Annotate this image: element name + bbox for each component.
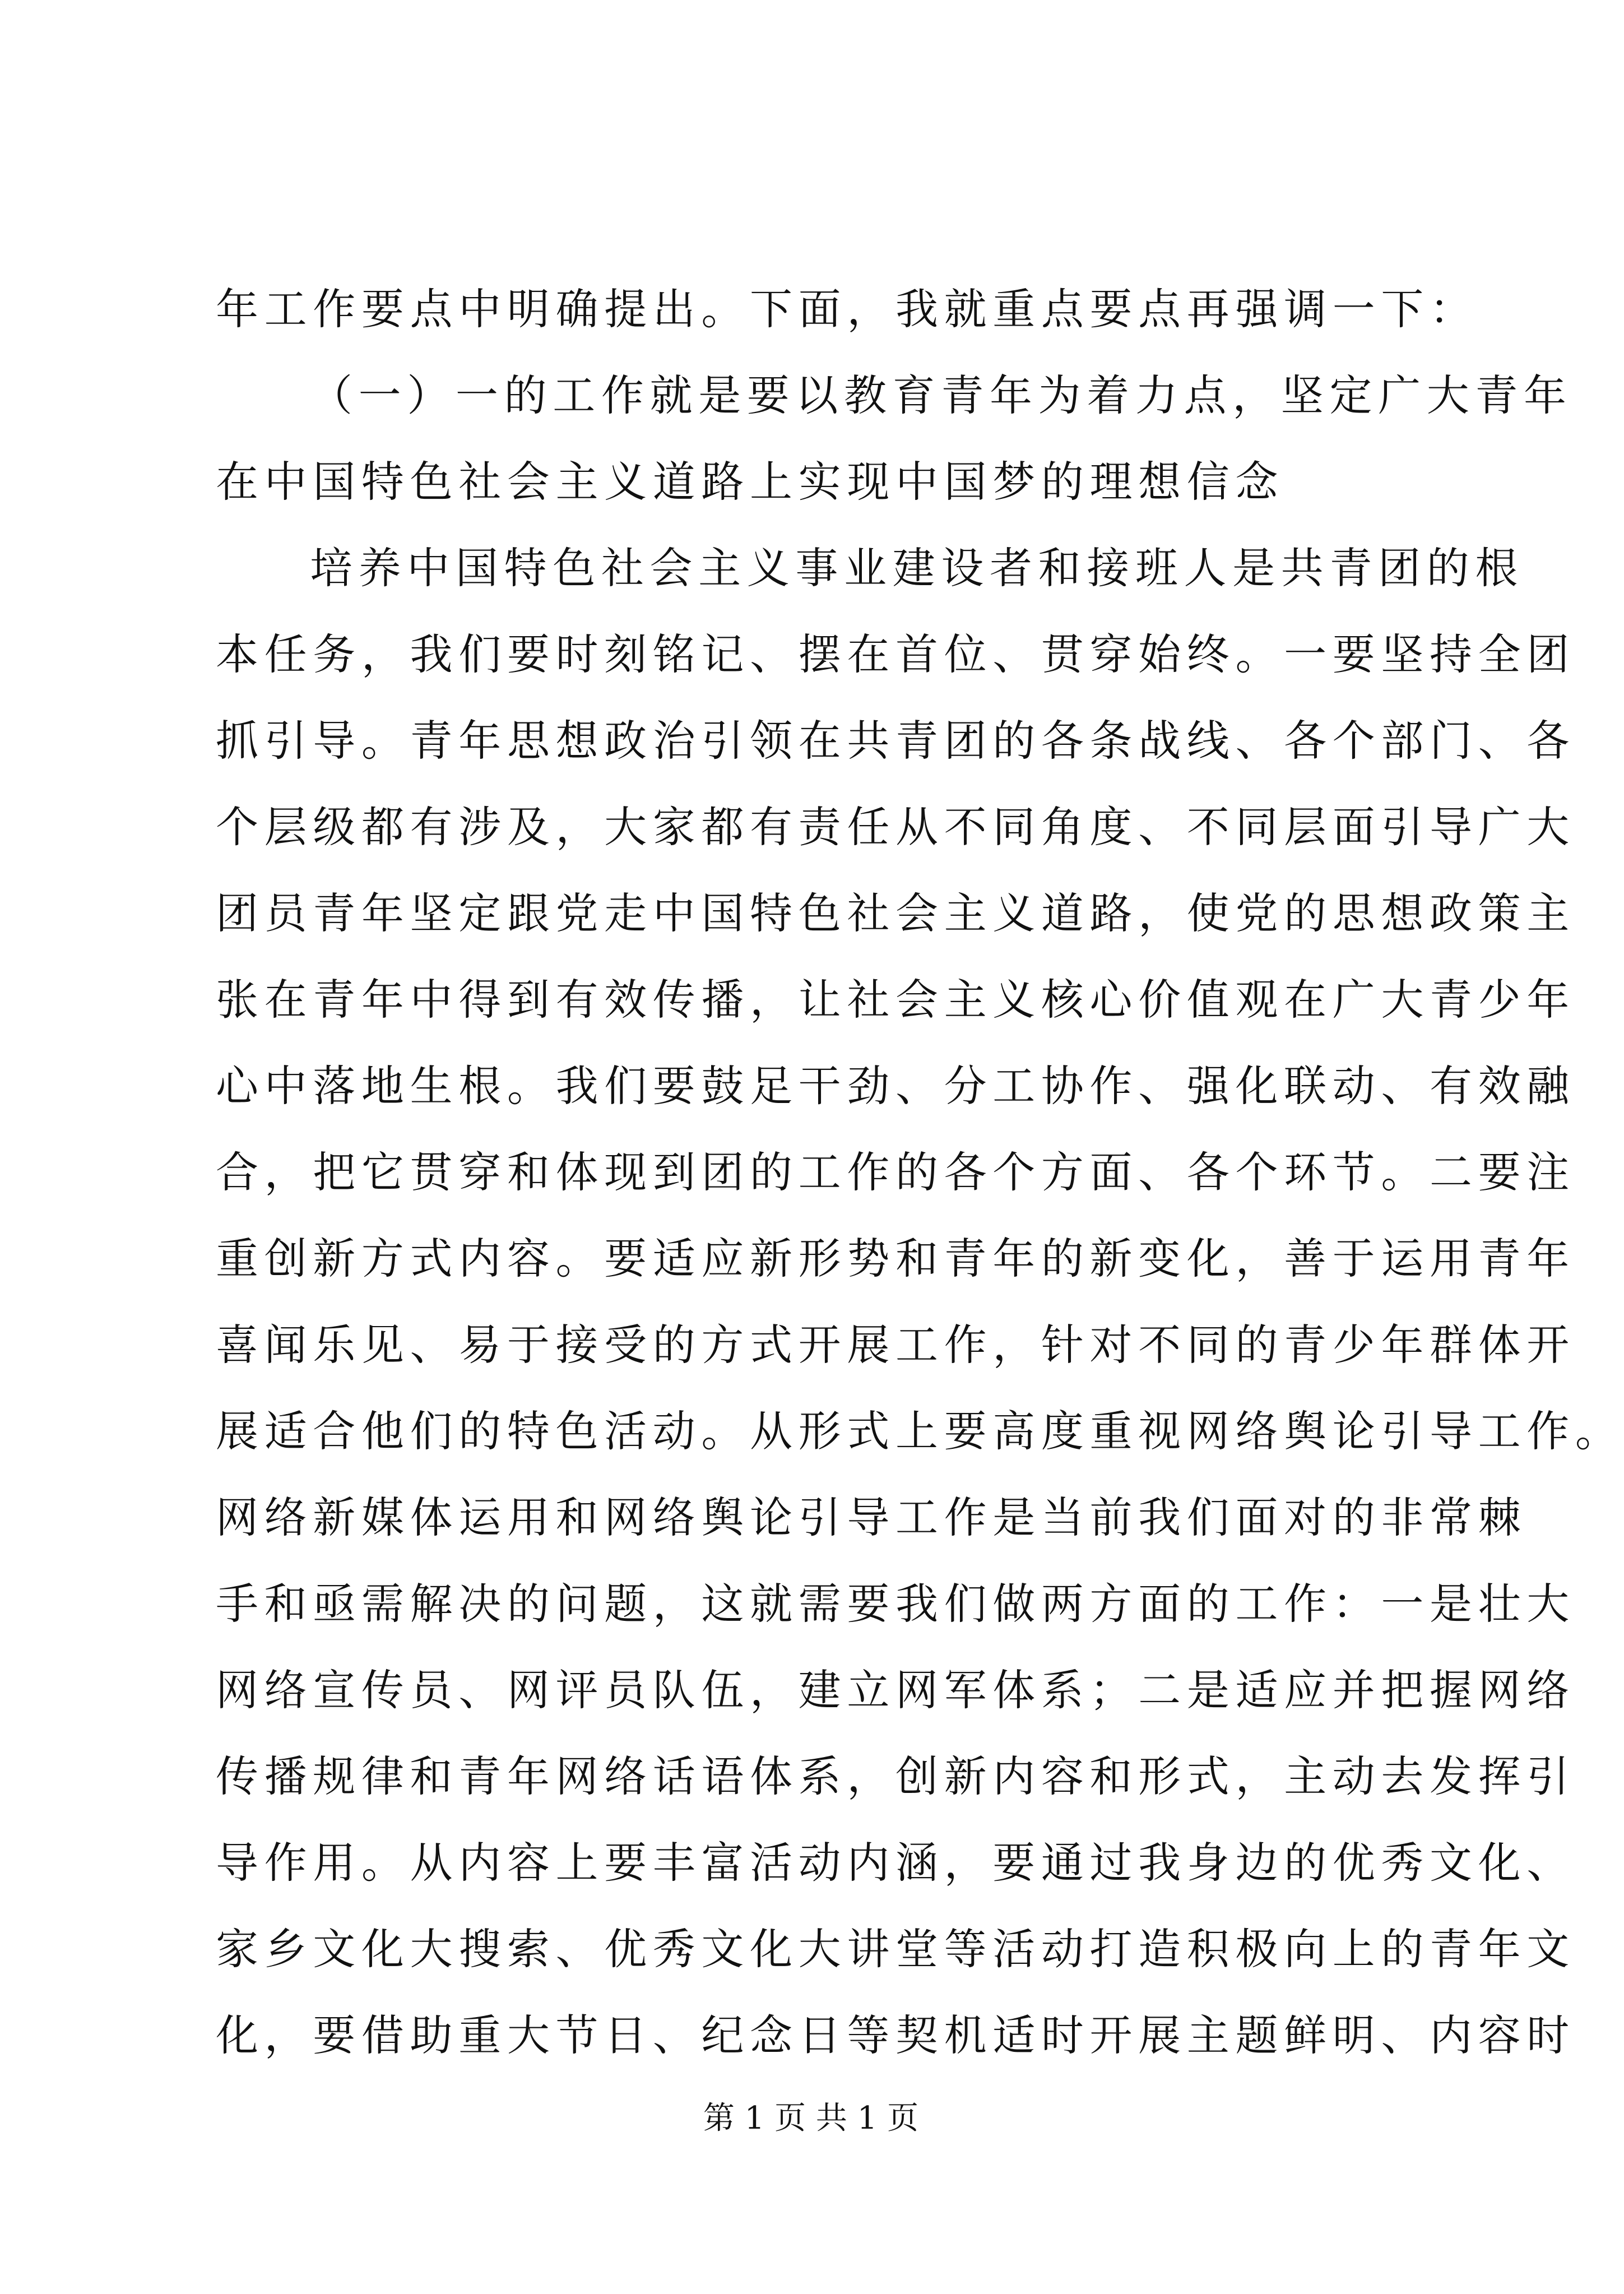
- text-line: 重创新方式内容。要适应新形势和青年的新变化，善于运用青年: [216, 1234, 1575, 1283]
- text-line: 心中落地生根。我们要鼓足干劲、分工协作、强化联动、有效融: [216, 1061, 1575, 1111]
- text-line: 喜闻乐见、易于接受的方式开展工作，针对不同的青少年群体开: [216, 1320, 1575, 1370]
- text-line: 化，要借助重大节日、纪念日等契机适时开展主题鲜明、内容时: [216, 2010, 1575, 2060]
- text-line: 传播规律和青年网络话语体系，创新内容和形式，主动去发挥引: [216, 1751, 1575, 1801]
- text-line: 本任务，我们要时刻铭记、摆在首位、贯穿始终。一要坚持全团: [216, 629, 1575, 679]
- text-line: 个层级都有涉及，大家都有责任从不同角度、不同层面引导广大: [216, 802, 1575, 852]
- text-line: 手和亟需解决的问题，这就需要我们做两方面的工作：一是壮大: [216, 1579, 1575, 1629]
- text-line: 合，把它贯穿和体现到团的工作的各个方面、各个环节。二要注: [216, 1147, 1575, 1197]
- text-line: 家乡文化大搜索、优秀文化大讲堂等活动打造积极向上的青年文: [216, 1924, 1575, 1974]
- text-line: 张在青年中得到有效传播，让社会主义核心价值观在广大青少年: [216, 975, 1575, 1025]
- text-line: 年工作要点中明确提出。下面，我就重点要点再强调一下：: [216, 284, 1478, 334]
- text-line: 网络宣传员、网评员队伍，建立网军体系；二是适应并把握网络: [216, 1665, 1575, 1715]
- body-text: [216, 266, 1624, 2079]
- text-line: 展适合他们的特色活动。从形式上要高度重视网络舆论引导工作。: [216, 1406, 1624, 1456]
- section-heading-line: （一）一的工作就是要以教育青年为着力点，坚定广大青年: [310, 370, 1572, 420]
- text-line: 导作用。从内容上要丰富活动内涵，要通过我身边的优秀文化、: [216, 1838, 1575, 1888]
- text-line: 培养中国特色社会主义事业建设者和接班人是共青团的根: [310, 543, 1524, 593]
- text-line: 团员青年坚定跟党走中国特色社会主义道路，使党的思想政策主: [216, 888, 1575, 938]
- section-heading-line: 在中国特色社会主义道路上实现中国梦的理想信念: [216, 457, 1284, 507]
- text-line: 抓引导。青年思想政治引领在共青团的各条战线、各个部门、各: [216, 716, 1575, 766]
- page-number-footer: 第 1 页 共 1 页: [703, 2100, 919, 2137]
- text-line: 网络新媒体运用和网络舆论引导工作是当前我们面对的非常棘: [216, 1493, 1527, 1542]
